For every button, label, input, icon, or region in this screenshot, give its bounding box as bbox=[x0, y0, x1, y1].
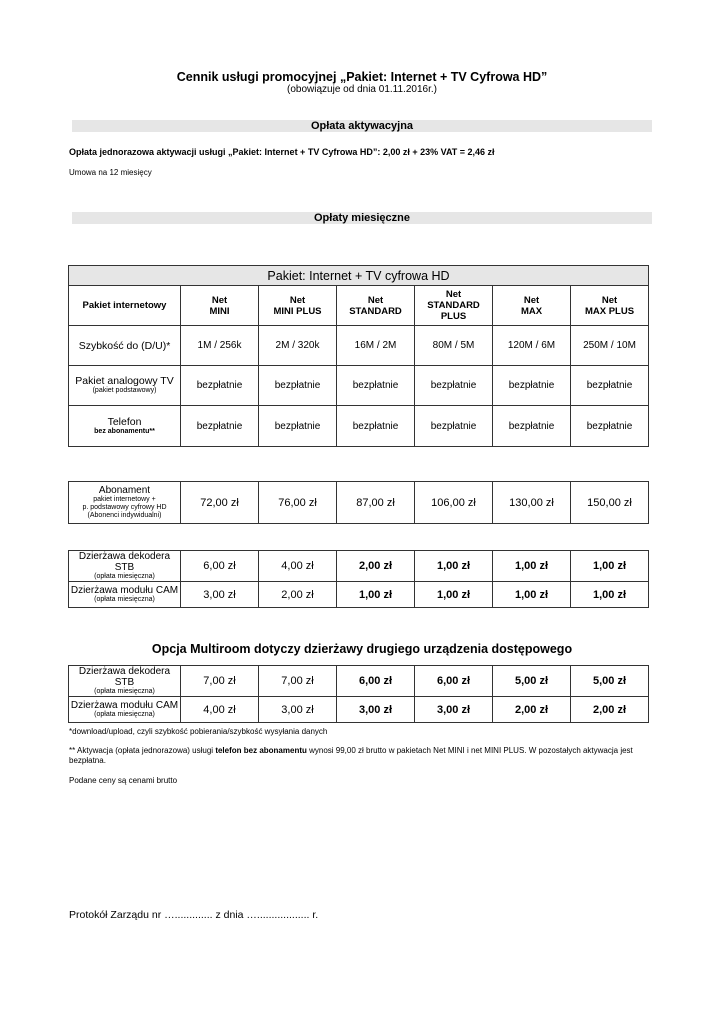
multiroom-price: 6,00 zł bbox=[337, 666, 415, 697]
lease-label: Dzierżawa modułu CAM bbox=[70, 585, 179, 596]
multiroom-price: 5,00 zł bbox=[571, 666, 649, 697]
lease-price: 3,00 zł bbox=[181, 582, 259, 608]
speed-cell: 1M / 256k bbox=[181, 326, 259, 366]
column-header: Net MAX PLUS bbox=[571, 286, 649, 326]
multiroom-sublabel: (opłata miesięczna) bbox=[94, 688, 155, 695]
monthly-section-title: Opłaty miesięczne bbox=[72, 212, 652, 224]
speed-cell: 120M / 6M bbox=[493, 326, 571, 366]
lease-price: 1,00 zł bbox=[493, 582, 571, 608]
table-row bbox=[69, 697, 649, 723]
lease-price: 4,00 zł bbox=[259, 551, 337, 582]
multiroom-label: Dzierżawa modułu CAM bbox=[70, 700, 179, 711]
multiroom-price: 7,00 zł bbox=[181, 666, 259, 697]
multiroom-price: 7,00 zł bbox=[259, 666, 337, 697]
tv-cell: bezpłatnie bbox=[493, 366, 571, 406]
tv-label-cell bbox=[69, 366, 181, 406]
tv-cell: bezpłatnie bbox=[259, 366, 337, 406]
package-table-caption: Pakiet: Internet + TV cyfrowa HD bbox=[69, 266, 649, 286]
subscription-price: 150,00 zł bbox=[571, 482, 649, 524]
multiroom-table bbox=[68, 665, 649, 723]
note-gross-prices: Podane ceny są cenami brutto bbox=[69, 776, 178, 785]
tv-cell: bezpłatnie bbox=[571, 366, 649, 406]
subscription-price: 72,00 zł bbox=[181, 482, 259, 524]
speed-cell: 16M / 2M bbox=[337, 326, 415, 366]
multiroom-label-cell bbox=[69, 697, 181, 723]
lease-label-cell bbox=[69, 582, 181, 608]
subscription-sub1: pakiet internetowy + bbox=[93, 496, 156, 503]
contract-line: Umowa na 12 miesięcy bbox=[69, 168, 152, 177]
multiroom-sublabel: (opłata miesięczna) bbox=[94, 711, 155, 718]
subscription-sub3: (Abonenci indywidualni) bbox=[87, 512, 162, 519]
subscription-label-cell bbox=[69, 482, 181, 524]
multiroom-price: 2,00 zł bbox=[571, 697, 649, 723]
tv-cell: bezpłatnie bbox=[337, 366, 415, 406]
multiroom-title: Opcja Multiroom dotyczy dzierżawy drugiego urządzenia dostępowego bbox=[151, 642, 573, 656]
speed-cell: 80M / 5M bbox=[415, 326, 493, 366]
page-title: Cennik usługi promocyjnej „Pakiet: Internet + TV Cyfrowa HD” bbox=[176, 70, 548, 84]
activation-section-title: Opłata aktywacyjna bbox=[72, 120, 652, 132]
subscription-price: 106,00 zł bbox=[415, 482, 493, 524]
subscription-price: 130,00 zł bbox=[493, 482, 571, 524]
protocol-line: Protokół Zarządu nr …............. z dnia ….................. r. bbox=[69, 909, 319, 921]
activation-fee-line: Opłata jednorazowa aktywacji usługi „Pakiet: Internet + TV Cyfrowa HD”: 2,00 zł + 23% VAT = 2,46 zł bbox=[69, 147, 495, 157]
multiroom-label: Dzierżawa dekodera STB bbox=[78, 666, 171, 688]
subscription-price: 87,00 zł bbox=[337, 482, 415, 524]
lease-price: 1,00 zł bbox=[571, 551, 649, 582]
subscription-sub2: p. podstawowy cyfrowy HD bbox=[82, 504, 167, 511]
multiroom-price: 6,00 zł bbox=[415, 666, 493, 697]
phone-cell: bezpłatnie bbox=[337, 406, 415, 447]
table-row bbox=[69, 406, 649, 447]
lease-label-cell bbox=[69, 551, 181, 582]
note2-post: wynosi 99,00 zł brutto w pakietach Net MINI i net MINI PLUS. W pozostałych aktywacja jest bezpłatna. bbox=[69, 746, 633, 765]
note-phone-activation bbox=[69, 746, 659, 766]
note-download-upload: *download/upload, czyli szybkość pobierania/szybkość wysyłania danych bbox=[69, 727, 328, 736]
package-table bbox=[68, 265, 649, 447]
lease-price: 2,00 zł bbox=[337, 551, 415, 582]
subscription-table bbox=[68, 481, 649, 524]
phone-label: Telefon bbox=[107, 415, 142, 428]
table-row bbox=[69, 366, 649, 406]
lease-sublabel: (opłata miesięczna) bbox=[94, 596, 155, 603]
phone-cell: bezpłatnie bbox=[493, 406, 571, 447]
column-header: Net MAX bbox=[493, 286, 571, 326]
header-label: Pakiet internetowy bbox=[69, 286, 181, 326]
tv-sublabel: (pakiet podstawowy) bbox=[92, 387, 157, 394]
lease-price: 1,00 zł bbox=[571, 582, 649, 608]
tv-label: Pakiet analogowy TV bbox=[75, 375, 174, 387]
multiroom-price: 3,00 zł bbox=[415, 697, 493, 723]
speed-cell: 2M / 320k bbox=[259, 326, 337, 366]
lease-price: 6,00 zł bbox=[181, 551, 259, 582]
multiroom-price: 4,00 zł bbox=[181, 697, 259, 723]
column-header: Net MINI bbox=[181, 286, 259, 326]
multiroom-label-cell bbox=[69, 666, 181, 697]
multiroom-price: 3,00 zł bbox=[259, 697, 337, 723]
phone-cell: bezpłatnie bbox=[415, 406, 493, 447]
table-row bbox=[69, 551, 649, 582]
phone-cell: bezpłatnie bbox=[181, 406, 259, 447]
phone-cell: bezpłatnie bbox=[259, 406, 337, 447]
lease-label: Dzierżawa dekodera STB bbox=[78, 551, 171, 573]
note2-bold: telefon bez abonamentu bbox=[215, 746, 307, 755]
phone-sublabel: bez abonamentu** bbox=[94, 427, 155, 435]
speed-cell: 250M / 10M bbox=[571, 326, 649, 366]
column-header: Net STANDARD PLUS bbox=[415, 286, 493, 326]
column-header: Net MINI PLUS bbox=[259, 286, 337, 326]
phone-cell: bezpłatnie bbox=[571, 406, 649, 447]
lease-price: 1,00 zł bbox=[415, 582, 493, 608]
multiroom-price: 3,00 zł bbox=[337, 697, 415, 723]
speed-label: Szybkość do (D/U)* bbox=[69, 326, 181, 366]
lease-sublabel: (opłata miesięczna) bbox=[94, 573, 155, 580]
phone-label-cell bbox=[69, 406, 181, 447]
lease-price: 2,00 zł bbox=[259, 582, 337, 608]
multiroom-price: 5,00 zł bbox=[493, 666, 571, 697]
multiroom-price: 2,00 zł bbox=[493, 697, 571, 723]
lease-table bbox=[68, 550, 649, 608]
table-row bbox=[69, 666, 649, 697]
column-header: Net STANDARD bbox=[337, 286, 415, 326]
subscription-price: 76,00 zł bbox=[259, 482, 337, 524]
table-row bbox=[69, 326, 649, 366]
table-row bbox=[69, 582, 649, 608]
page-subtitle: (obowiązuje od dnia 01.11.2016r.) bbox=[287, 84, 437, 95]
tv-cell: bezpłatnie bbox=[415, 366, 493, 406]
lease-price: 1,00 zł bbox=[337, 582, 415, 608]
lease-price: 1,00 zł bbox=[415, 551, 493, 582]
subscription-label: Abonament bbox=[98, 485, 151, 496]
lease-price: 1,00 zł bbox=[493, 551, 571, 582]
tv-cell: bezpłatnie bbox=[181, 366, 259, 406]
note2-pre: ** Aktywacja (opłata jednorazowa) usługi bbox=[69, 746, 216, 755]
table-row bbox=[69, 482, 649, 524]
